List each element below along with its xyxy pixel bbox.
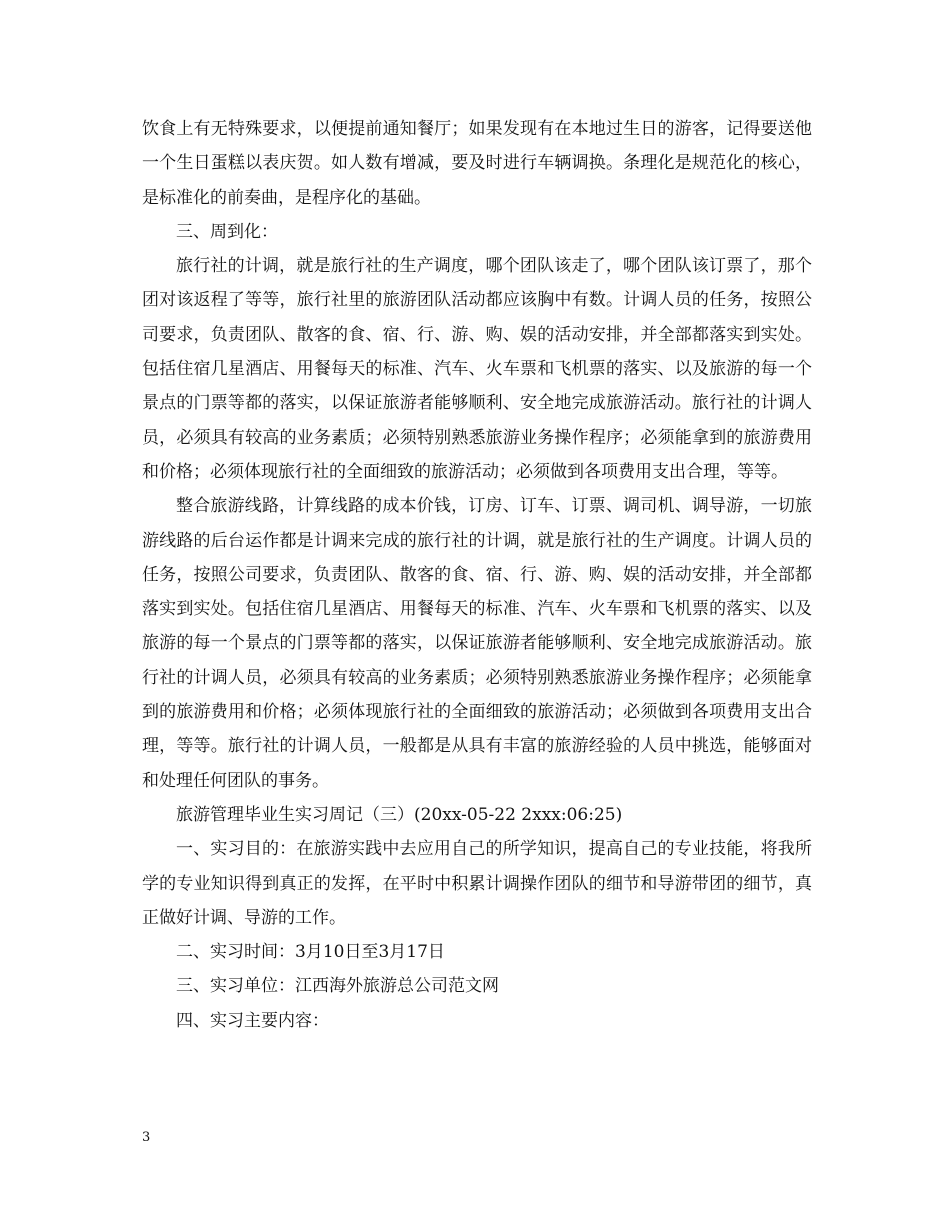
paragraph-route-integration: 整合旅游线路，计算线路的成本价钱，订房、订车、订票、调司机、调导游，一切旅游线路的后台运作都是计调来完成的旅行社的计调，就是旅行社的生产调度。计调人员的任务，按照公司要求，负责团队、散客的食、宿、行、游、购、娱的活动安排，并全部都落实到实处。包括住宿几星酒店、用餐每天的标准、汽车、火车票和飞机票的落实、以及旅游的每一个景点的门票等都的落实，以保证旅游者能够顺利、安全地完成旅游活动。旅行社的计调人员，必须具有较高的业务素质；必须特别熟悉旅游业务操作程序；必须能拿到的旅游费用和价格；必须体现旅行社的全面细致的旅游活动；必须做到各项费用支出合理，等等。旅行社的计调人员，一般都是从具有丰富的旅游经验的人员中挑选，能够面对和处理任何团队的事务。 <box>142 496 812 791</box>
page-number: 3 <box>142 1130 151 1145</box>
paragraph-planner-duties: 旅行社的计调，就是旅行社的生产调度，哪个团队该走了，哪个团队该订票了，那个团对该返程了等等，旅行社里的旅游团队活动都应该胸中有数。计调人员的任务，按照公司要求，负责团队、散客的食、宿、行、游、购、娱的活动安排，并全部都落实到实处。包括住宿几星酒店、用餐每天的标准、汽车、火车票和飞机票的落实、以及旅游的每一个景点的门票等都的落实，以保证旅游者能够顺利、安全地完成旅游活动。旅行社的计调人员，必须具有较高的业务素质；必须特别熟悉旅游业务操作程序；必须能拿到的旅游费用和价格；必须体现旅行社的全面细致的旅游活动；必须做到各项费用支出合理，等等。 <box>142 256 812 482</box>
document-body <box>142 112 812 1038</box>
paragraph-internship-unit: 三、实习单位：江西海外旅游总公司范文网 <box>176 976 499 997</box>
paragraph-weekly-journal-title: 旅游管理毕业生实习周记（三）(20xx-05-22 2xxx:06:25) <box>176 804 623 825</box>
section-heading-thoroughness: 三、周到化： <box>176 221 278 242</box>
paragraph-dietary-requirements: 饮食上有无特殊要求，以便提前通知餐厅；如果发现有在本地过生日的游客，记得要送他一个生日蛋糕以表庆贺。如人数有增减，要及时进行车辆调换。条理化是规范化的核心，是标准化的前奏曲，是程序化的基础。 <box>142 119 812 208</box>
paragraph-internship-purpose: 一、实习目的：在旅游实践中去应用自己的所学知识，提高自己的专业技能，将我所学的专业知识得到真正的发挥，在平时中积累计调操作团队的细节和导游带团的细节，真正做好计调、导游的工作。 <box>142 839 812 928</box>
paragraph-internship-time: 二、实习时间：3月10日至3月17日 <box>176 942 445 963</box>
paragraph-internship-content-heading: 四、实习主要内容： <box>176 1010 329 1031</box>
